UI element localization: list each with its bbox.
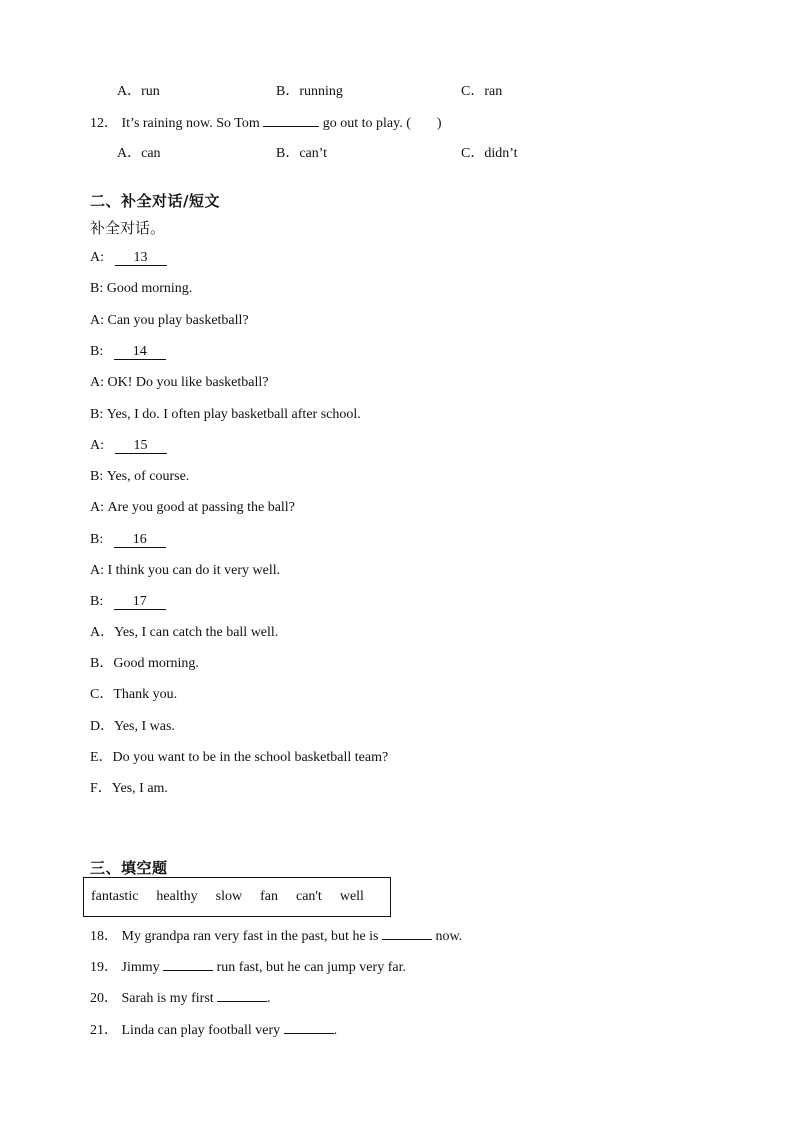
word-bank-item: fan — [260, 889, 278, 904]
q11-option-c[interactable]: C．ran — [461, 84, 503, 99]
dialogue-text: I think you can do it very well. — [107, 563, 281, 578]
word-bank — [83, 877, 391, 917]
speaker-label: B: — [90, 594, 104, 609]
speaker-label: B: — [90, 281, 104, 296]
speaker-label: A: — [90, 500, 104, 515]
word-bank-item: well — [339, 889, 364, 904]
dialogue-line[interactable] — [90, 249, 167, 267]
dialogue-text: Are you good at passing the ball? — [107, 500, 295, 515]
dialogue-line[interactable] — [90, 343, 166, 361]
dialogue-text: Can you play basketball? — [107, 313, 249, 328]
speaker-label: A: — [90, 250, 104, 265]
dialogue-line[interactable] — [90, 437, 167, 455]
question-21: 21． Linda can play football very . — [90, 1023, 338, 1038]
dialogue-line[interactable] — [90, 593, 166, 611]
dialogue-line — [90, 406, 361, 424]
section-heading: 二、补全对话/短文 — [90, 192, 220, 210]
question-number: 12． — [90, 116, 118, 131]
dialogue-line — [90, 280, 192, 298]
choice-option[interactable]: F．Yes, I am. — [90, 781, 168, 796]
dialogue-line — [90, 468, 189, 486]
q12-option-c[interactable]: C．didn’t — [461, 146, 518, 161]
answer-blank[interactable] — [263, 114, 319, 127]
question-20: 20． Sarah is my first . — [90, 991, 271, 1006]
word-bank-item: slow — [215, 889, 243, 904]
dialogue-line — [90, 312, 249, 330]
speaker-label: B: — [90, 532, 104, 547]
speaker-label: B: — [90, 407, 104, 422]
speaker-label: A: — [90, 313, 104, 328]
answer-blank[interactable] — [284, 1021, 334, 1034]
q11-option-b[interactable]: B．running — [276, 84, 343, 99]
speaker-label: B: — [90, 344, 104, 359]
dialogue-line[interactable] — [90, 531, 166, 549]
question-text: go out to play. ( — [322, 116, 411, 131]
choice-option[interactable]: B．Good morning. — [90, 656, 199, 671]
question-19: 19． Jimmy run fast, but he can jump very far. — [90, 960, 406, 975]
question-text: It’s raining now. So Tom — [121, 116, 260, 131]
choice-option[interactable]: A．Yes, I can catch the ball well. — [90, 625, 279, 640]
speaker-label: A: — [90, 375, 104, 390]
speaker-label: A: — [90, 563, 104, 578]
word-bank-item: healthy — [156, 889, 198, 904]
dialogue-line — [90, 562, 280, 580]
choice-option[interactable]: E．Do you want to be in the school basketball team? — [90, 750, 389, 765]
dialogue-text: Yes, of course. — [106, 469, 190, 484]
question-18: 18． My grandpa ran very fast in the past, but he is now. — [90, 929, 463, 944]
dialogue-text: Good morning. — [106, 281, 193, 296]
speaker-label: A: — [90, 438, 104, 453]
speaker-label: B: — [90, 469, 104, 484]
dialogue-line — [90, 499, 295, 517]
answer-blank[interactable] — [163, 958, 213, 971]
choice-option[interactable]: C．Thank you. — [90, 687, 178, 702]
q11-option-a[interactable]: A．run — [117, 84, 160, 99]
question-12: 12． It’s raining now. So Tom go out to play. ( ) — [90, 116, 442, 131]
dialogue-text: Yes, I do. I often play basketball after school. — [106, 407, 361, 422]
q12-option-a[interactable]: A．can — [117, 146, 161, 161]
section-heading: 三、填空题 — [90, 859, 168, 877]
q12-option-b[interactable]: B．can’t — [276, 146, 328, 161]
section-instruction: 补全对话。 — [90, 219, 166, 237]
numbered-blank[interactable]: 13 — [115, 251, 167, 266]
word-bank-item: fantastic — [91, 889, 139, 904]
numbered-blank[interactable]: 17 — [114, 595, 166, 610]
answer-blank[interactable] — [382, 927, 432, 940]
word-bank-item: can't — [295, 889, 322, 904]
numbered-blank[interactable]: 15 — [115, 439, 167, 454]
choice-option[interactable]: D．Yes, I was. — [90, 719, 175, 734]
answer-blank[interactable] — [217, 989, 267, 1002]
numbered-blank[interactable]: 16 — [114, 533, 166, 548]
dialogue-line — [90, 374, 268, 392]
numbered-blank[interactable]: 14 — [114, 345, 166, 360]
dialogue-text: OK! Do you like basketball? — [107, 375, 269, 390]
